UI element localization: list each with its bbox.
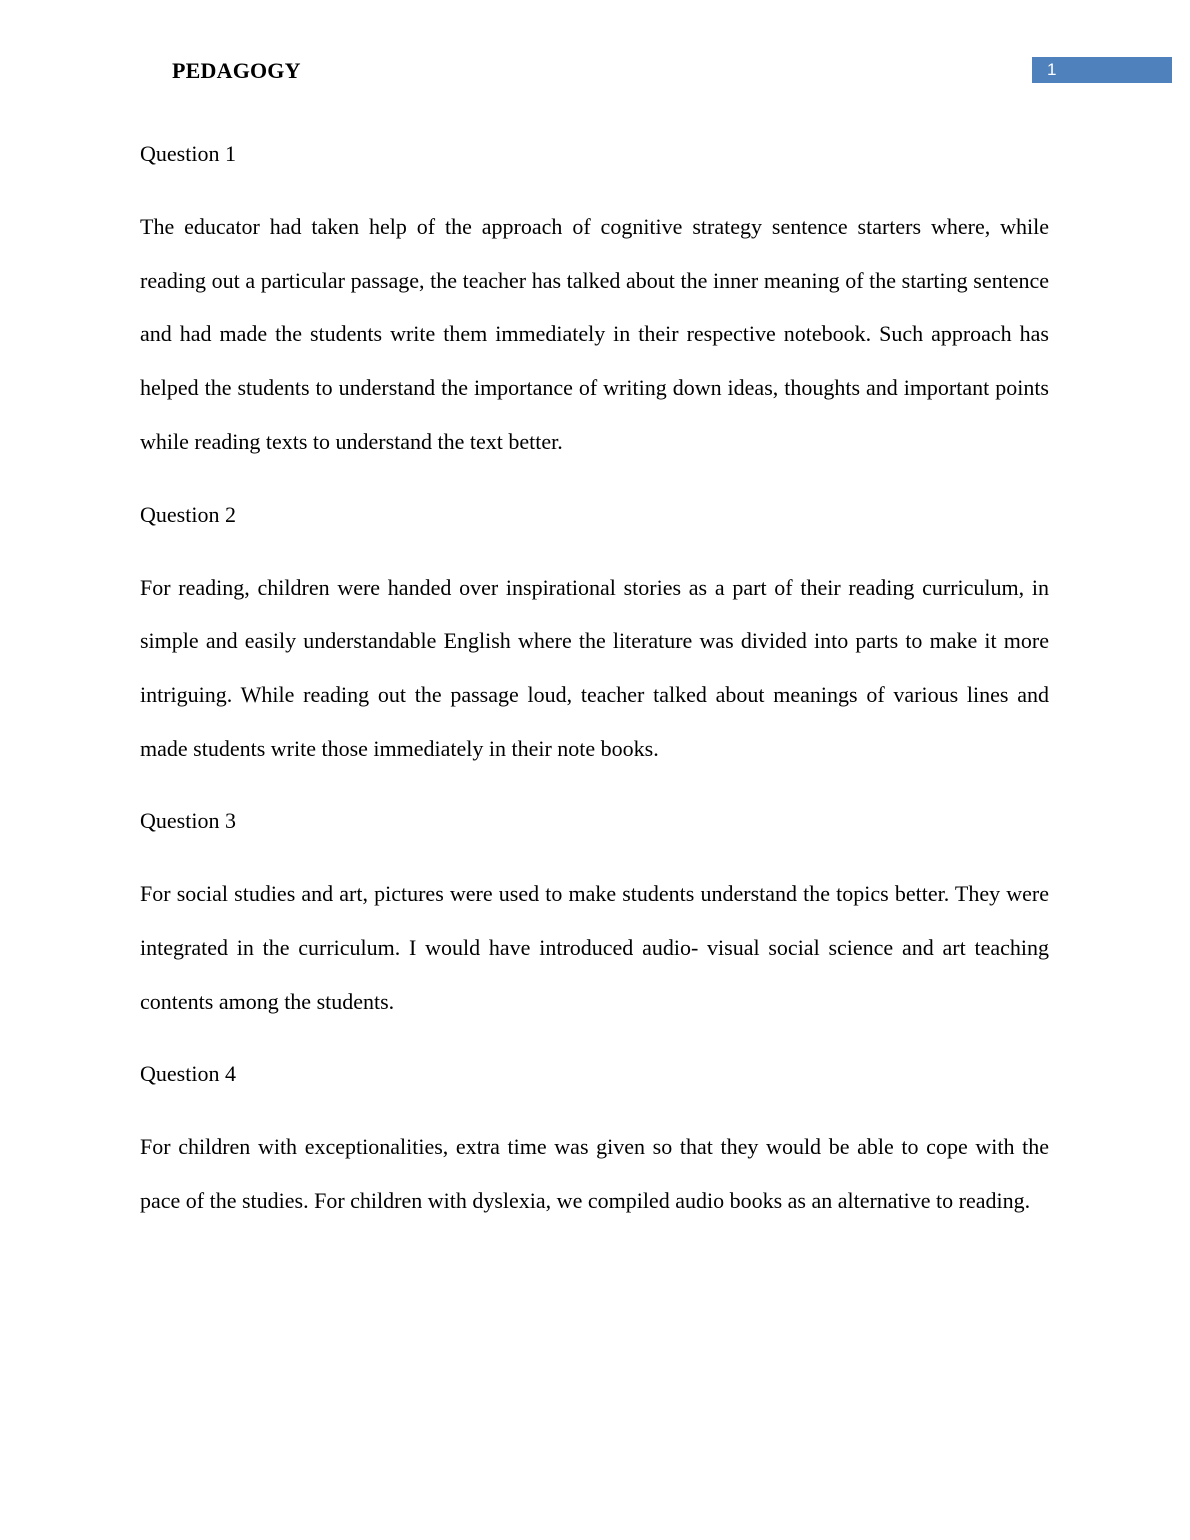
section-question-1 (140, 127, 1049, 469)
document-body (140, 127, 1049, 1247)
question-heading: Question 2 (140, 501, 236, 527)
section-question-3 (140, 794, 1049, 1028)
answer-paragraph: For reading, children were handed over inspirational stories as a part of their reading curriculum, in simple and easily understandable English where the literature was divided into parts to make it more intriguing. While reading out the passage loud, teacher talked about meanings of various lines and made students write those immediately in their note books. (140, 574, 1049, 761)
page-number: 1 (1047, 60, 1057, 79)
running-head: PEDAGOGY (172, 58, 301, 83)
page-number-bar (1032, 57, 1172, 83)
question-heading: Question 4 (140, 1061, 236, 1087)
section-question-4 (140, 1047, 1049, 1227)
answer-paragraph: For children with exceptionalities, extra time was given so that they would be able to cope with the pace of the studies. For children with dyslexia, we compiled audio books as an alternative to reading. (140, 1134, 1049, 1214)
answer-paragraph: The educator had taken help of the approach of cognitive strategy sentence starters where, while reading out a particular passage, the teacher has talked about the inner meaning of the starting sentence and had made the students write them immediately in their respective notebook. Such approach has helped the students to understand the importance of writing down ideas, thoughts and important points while reading texts to understand the text better. (140, 214, 1049, 454)
answer-paragraph: For social studies and art, pictures were used to make students understand the topics better. They were integrated in the curriculum. I would have introduced audio- visual social science and art teaching contents among the students. (140, 881, 1049, 1014)
question-heading: Question 3 (140, 808, 236, 834)
question-heading: Question 1 (140, 141, 236, 166)
section-question-2 (140, 488, 1049, 776)
